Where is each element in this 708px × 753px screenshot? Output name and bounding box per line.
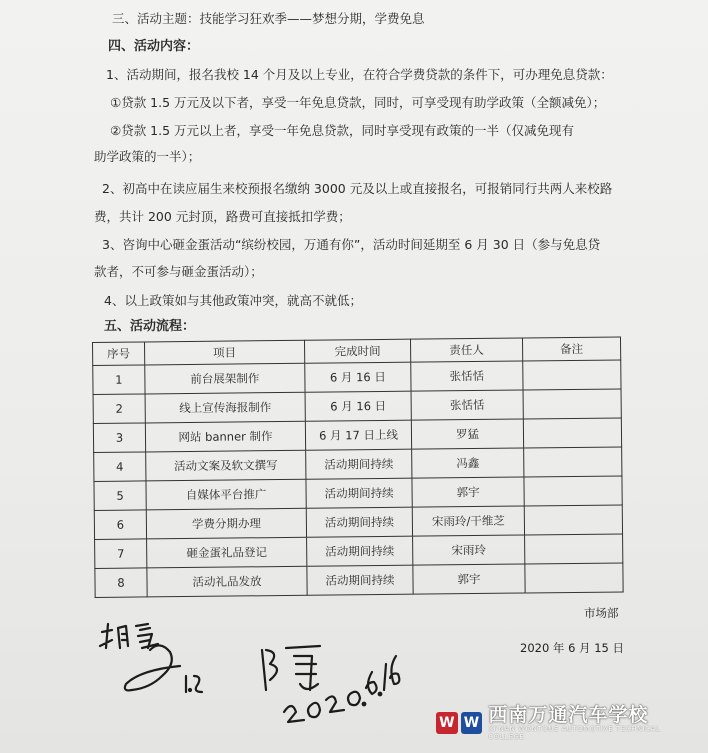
- cell-item: 前台展架制作: [145, 363, 305, 394]
- section-5-heading: 五、活动流程：: [104, 319, 196, 334]
- cell-item: 学费分期办理: [146, 508, 306, 539]
- cell-no: 8: [95, 568, 147, 598]
- cell-no: 3: [93, 423, 145, 453]
- cell-owner: 宋雨玲: [413, 535, 525, 565]
- cell-owner: 张恬恬: [411, 390, 523, 420]
- cell-time: 活动期间持续: [306, 478, 412, 508]
- document-date: 2020 年 6 月 15 日: [520, 641, 624, 655]
- cell-owner: 郭宇: [413, 564, 525, 594]
- watermark-chinese-name: 西南万通汽车学校: [488, 704, 649, 726]
- header-item: 项目: [145, 340, 305, 365]
- item-2-line1: 2、初高中在读应届生来校预报名缴纳 3000 元及以上或直接报名，可报销同行共两人来校路: [102, 181, 613, 196]
- school-watermark: [436, 704, 696, 741]
- brand-logo-icon: W: [461, 712, 483, 734]
- item-1a: ①贷款 1.5 万元及以下者，享受一年免息贷款，同时，可享受现有助学政策（全额减免）；: [110, 95, 606, 110]
- section-4-heading: 四、活动内容：: [108, 39, 200, 54]
- item-1: 1、活动期间，报名我校 14 个月及以上专业，在符合学费贷款的条件下，可办理免息贷款：: [106, 67, 613, 82]
- cell-time: 活动期间持续: [306, 507, 412, 537]
- header-note: 备注: [522, 337, 620, 361]
- item-1b-line2: 助学政策的一半）；: [94, 149, 201, 164]
- cell-owner: 冯鑫: [412, 448, 524, 478]
- cell-item: 活动文案及软文撰写: [146, 450, 306, 481]
- cell-owner: 宋雨玲/干维芝: [412, 506, 524, 536]
- cell-time: 6 月 16 日: [305, 362, 411, 392]
- cell-item: 网站 banner 制作: [145, 421, 305, 452]
- cell-no: 1: [93, 365, 145, 395]
- cell-item: 活动礼品发放: [147, 566, 307, 597]
- cell-time: 活动期间持续: [307, 536, 413, 566]
- cell-time: 活动期间持续: [306, 449, 412, 479]
- department-name: 市场部: [584, 606, 619, 620]
- cell-item: 自媒体平台推广: [146, 479, 306, 510]
- cell-time: 6 月 16 日: [305, 391, 411, 421]
- cell-item: 砸金蛋礼品登记: [147, 537, 307, 568]
- cell-no: 4: [94, 452, 146, 482]
- item-3-line2: 款者，不可参与砸金蛋活动）；: [94, 264, 263, 279]
- item-3-line1: 3、咨询中心砸金蛋活动“缤纷校园，万通有你”，活动时间延期至 6 月 30 日（参与免息贷: [102, 237, 601, 252]
- item-2-line2: 费，共计 200 元封顶，路费可直接抵扣学费；: [94, 209, 351, 224]
- cell-owner: 张恬恬: [411, 361, 523, 391]
- header-no: 序号: [93, 342, 145, 366]
- cell-owner: 郭宇: [412, 477, 524, 507]
- cell-no: 7: [95, 539, 147, 569]
- cell-owner: 罗猛: [411, 419, 523, 449]
- section-3-theme: 三、活动主题：技能学习狂欢季——梦想分期，学费免息: [112, 11, 425, 26]
- cell-time: 活动期间持续: [307, 565, 413, 595]
- cell-time: 6 月 17 日上线: [305, 420, 411, 450]
- watermark-english-name: XI'NAN WONTONE AUTOMOTIVE TECHNICAL COLLEGE: [488, 725, 661, 741]
- cell-no: 2: [93, 394, 145, 424]
- header-owner: 责任人: [410, 338, 522, 362]
- cell-item: 线上宣传海报制作: [145, 392, 305, 423]
- cell-no: 6: [94, 510, 146, 540]
- item-1b-line1: ②贷款 1.5 万元以上者，享受一年免息贷款，同时享受现有政策的一半（仅减免现有: [110, 123, 575, 138]
- school-logo-icon: W: [436, 712, 458, 734]
- cell-no: 5: [94, 481, 146, 511]
- header-time: 完成时间: [304, 339, 410, 363]
- item-4: 4、以上政策如与其他政策冲突，就高不就低；: [104, 293, 362, 308]
